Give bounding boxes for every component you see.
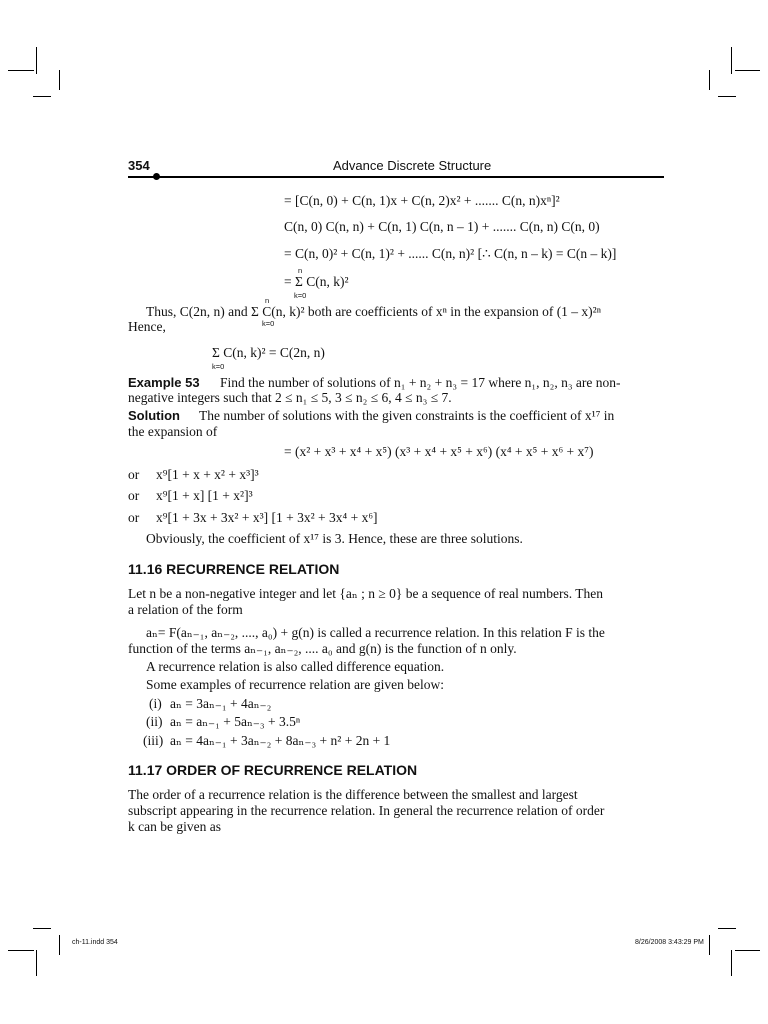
crop-mark	[8, 70, 34, 71]
crop-mark	[718, 96, 736, 97]
example-number: (ii)	[146, 714, 163, 729]
section-heading-11-17: 11.17 ORDER OF RECURRENCE RELATION	[128, 762, 418, 778]
derivation-line-2: C(n, 0) C(n, n) + C(n, 1) C(n, n – 1) + ....... C(n, n) C(n, 0)	[284, 219, 600, 234]
paragraph-line: k can be given as	[128, 819, 221, 834]
page-number: 354	[128, 158, 150, 173]
sum-lower-limit: k=0	[262, 319, 275, 328]
binomial-identity: Σ C(n, k)² = C(2n, n)	[212, 345, 325, 360]
crop-mark	[735, 950, 760, 951]
crop-mark	[36, 47, 37, 74]
crop-mark	[731, 47, 732, 74]
recurrence-example: aₙ = 4aₙ₋₁ + 3aₙ₋₂ + 8aₙ₋₃ + n² + 2n + 1	[170, 733, 391, 748]
or-expression-1: x⁹[1 + x + x² + x³]³	[156, 467, 259, 482]
derivation-line-1: = [C(n, 0) + C(n, 1)x + C(n, 2)x² + ....... C(n, n)xⁿ]²	[284, 193, 560, 208]
crop-mark	[33, 96, 51, 97]
paragraph-line: subscript appearing in the recurrence relation. In general the recurrence relation of order	[128, 803, 605, 818]
or-expression-2: x⁹[1 + x] [1 + x²]³	[156, 488, 253, 503]
paragraph-line: a relation of the form	[128, 602, 243, 617]
example-text-line-1: Find the number of solutions of n₁ + n₂ + n₃ = 17 where n₁, n₂, n₃ are non-	[220, 375, 621, 390]
recurrence-example: aₙ = aₙ₋₁ + 5aₙ₋₃ + 3.5ⁿ	[170, 714, 301, 729]
solution-text-line-1: The number of solutions with the given constraints is the coefficient of x¹⁷ in	[199, 408, 615, 423]
file-slug: ch-11.indd 354	[72, 939, 118, 946]
thus-line: Thus, C(2n, n) and Σ C(n, k)² both are coefficients of xⁿ in the expansion of (1 – x)²ⁿ	[146, 304, 601, 319]
crop-mark	[735, 70, 760, 71]
or-word: or	[128, 488, 140, 503]
sum-upper-limit: n	[298, 266, 303, 275]
solution-conclusion: Obviously, the coefficient of x¹⁷ is 3. Hence, these are three solutions.	[146, 531, 523, 546]
crop-mark	[8, 950, 34, 951]
derivation-line-4: = Σ C(n, k)²	[284, 274, 349, 289]
sum-lower-limit: k=0	[294, 291, 307, 300]
paragraph-line: Let n be a non-negative integer and let {aₙ ; n ≥ 0} be a sequence of real numbers. Then	[128, 586, 604, 601]
example-number: (iii)	[143, 733, 164, 748]
crop-mark	[59, 935, 60, 955]
paragraph-line: Some examples of recurrence relation are given below:	[146, 677, 444, 692]
crop-mark	[59, 70, 60, 90]
paragraph-line: function of the terms aₙ₋₁, aₙ₋₂, .... a₀ and g(n) is the function of n only.	[128, 641, 517, 656]
derivation-line-3: = C(n, 0)² + C(n, 1)² + ...... C(n, n)² [∴ C(n, n – k) = C(n – k)]	[284, 246, 617, 261]
solution-label: Solution	[128, 408, 180, 423]
hence-label: Hence,	[128, 319, 166, 334]
example-text-line-2: negative integers such that 2 ≤ n₁ ≤ 5, 3 ≤ n₂ ≤ 6, 4 ≤ n₃ ≤ 7.	[128, 390, 452, 405]
solution-text-line-2: the expansion of	[128, 424, 218, 439]
generating-function: = (x² + x³ + x⁴ + x⁵) (x³ + x⁴ + x⁵ + x⁶) (x⁴ + x⁵ + x⁶ + x⁷)	[284, 444, 594, 459]
header-rule	[128, 176, 664, 178]
crop-mark	[33, 928, 51, 929]
paragraph-line: A recurrence relation is also called difference equation.	[146, 659, 445, 674]
example-label: Example 53	[128, 375, 200, 390]
crop-mark	[709, 70, 710, 90]
or-expression-3: x⁹[1 + 3x + 3x² + x³] [1 + 3x² + 3x⁴ + x⁶]	[156, 510, 378, 525]
timestamp-slug: 8/26/2008 3:43:29 PM	[635, 939, 704, 946]
running-title: Advance Discrete Structure	[333, 158, 492, 173]
paragraph-line: The order of a recurrence relation is the difference between the smallest and largest	[128, 787, 578, 802]
or-word: or	[128, 510, 140, 525]
or-word: or	[128, 467, 140, 482]
crop-mark	[718, 928, 736, 929]
sum-upper-limit: n	[265, 296, 270, 305]
crop-mark	[709, 935, 710, 955]
header-rule-dot	[153, 173, 160, 180]
example-number: (i)	[149, 696, 162, 711]
crop-mark	[36, 950, 37, 976]
sum-lower-limit: k=0	[212, 362, 225, 371]
paragraph-line: aₙ= F(aₙ₋₁, aₙ₋₂, ...., a₀) + g(n) is called a recurrence relation. In this relation F is the	[146, 625, 605, 640]
section-heading-11-16: 11.16 RECURRENCE RELATION	[128, 561, 340, 577]
crop-mark	[731, 950, 732, 976]
recurrence-example: aₙ = 3aₙ₋₁ + 4aₙ₋₂	[170, 696, 272, 711]
